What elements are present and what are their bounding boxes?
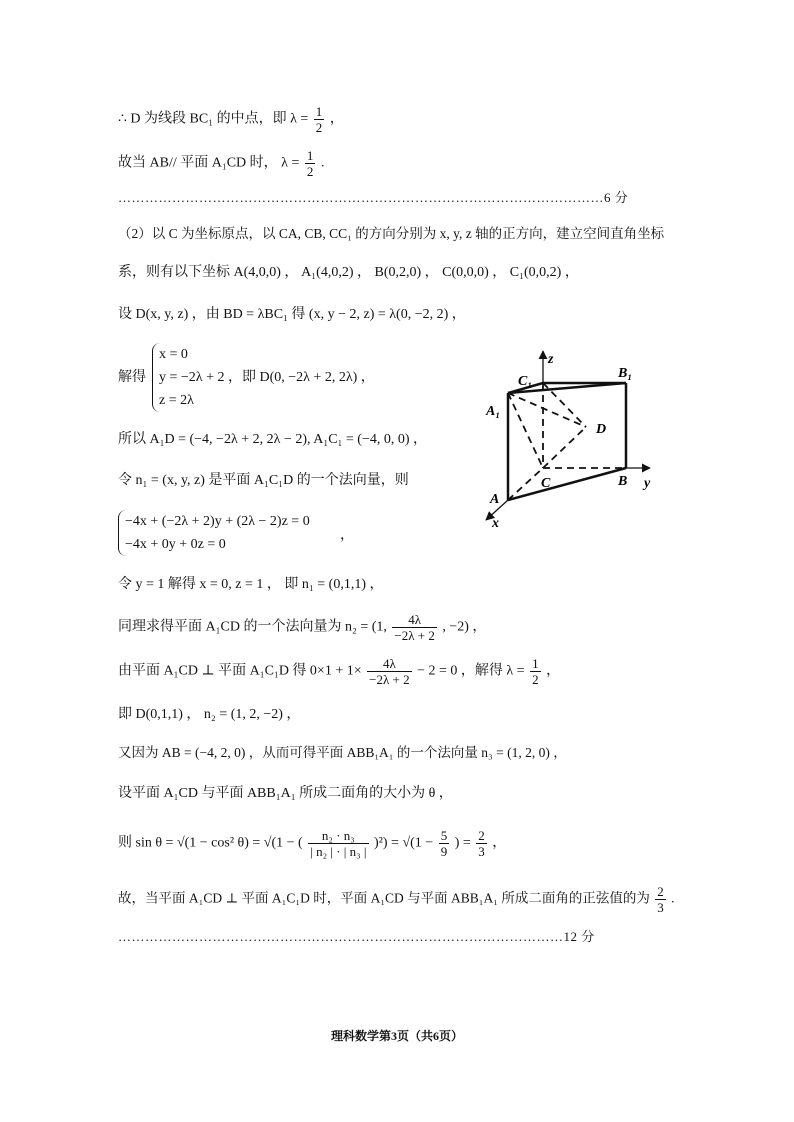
label-a1: A₁ <box>486 404 501 419</box>
page-footer: 理科数学第3页（共6页） <box>330 1029 463 1043</box>
label-b1: B₁ <box>618 366 633 381</box>
fraction: $\frac{2}{3}$ <box>657 884 664 915</box>
text-line-2: 故当 AB// 平面 A₁CD 时， λ = $\frac{1}{2}$ . <box>118 148 325 179</box>
text-line-13: 又因为 AB = (−4, 2, 0) ，从而可得平面 ABB₁A₁ 的一个法向量 n₃ = (1, 2, 0) ， <box>118 745 567 760</box>
label-x: x <box>492 516 499 530</box>
fraction: $\frac{1}{2}$ <box>306 148 314 179</box>
label-b: B <box>618 474 628 489</box>
prism-figure <box>478 345 658 530</box>
dot-leader: ……………………………………………………………………………………………… <box>118 190 604 205</box>
dashed-edges <box>508 383 626 500</box>
label-z: z <box>548 352 554 367</box>
fraction: $\frac{1}{2}$ <box>315 104 323 135</box>
label-d: D <box>596 422 607 437</box>
fraction: $\frac{5}{9}$ <box>440 828 448 859</box>
label-c1: C₁ <box>518 374 533 389</box>
label-a: A <box>490 492 500 507</box>
fraction: $\frac{4\lambda}{-2\lambda + 2}$ <box>369 656 410 687</box>
text-line-7: 所以 A₁D = (−4, −2λ + 2, 2λ − 2), A₁C₁ = (−4, 0, 0) ， <box>118 432 428 447</box>
text-line-10: 同理求得平面 A₁CD 的一个法向量为 n₂ = (1, $\frac{4\lambda}{-2\lambda + 2}$ , −2) ， <box>118 612 487 643</box>
text-line-14: 设平面 A₁CD 与平面 ABB₁A₁ 所成二面角的大小为 θ ， <box>118 786 453 801</box>
text-line-3: （2）以 C 为坐标原点，以 CA, CB, CC₁ 的方向分别为 x, y, z 轴的正方向，建立空间直角坐标 <box>118 226 665 241</box>
text-line-1: ∴ D 为线段 BC₁ 的中点，即 λ = $\frac{1}{2}$ ， <box>118 104 344 135</box>
solid-edges <box>508 383 626 500</box>
label-c: C <box>541 476 551 491</box>
label-y: y <box>644 476 651 491</box>
text-line-5: 设 D(x, y, z) ，由 BD = λBC₁ 得 (x, y − 2, z) = λ(0, −2, 2) ， <box>118 307 466 322</box>
text-line-4: 系，则有以下坐标 A(4,0,0) ， A₁(4,0,2) ， B(0,2,0) ， C(0,0,0) ， C₁(0,0,2) ， <box>118 265 579 280</box>
text-line-16: 故，当平面 A₁CD ⊥ 平面 A₁C₁D 时，平面 A₁CD 与平面 ABB₁A₁ 所成二面角的正弦值的为 $\frac{2}{3}$ . <box>118 884 675 915</box>
text-line-6-label: 解得 <box>118 370 146 385</box>
fraction: $\frac{2}{3}$ <box>478 828 485 859</box>
text-line-15: 则 sin θ = √(1 − cos² θ) = √(1 − ( $\frac{\text{n₂ · n₃}}{\text{| n₂ | · | n₃ |}}$ )²) = √(1 − $\frac{5}{9}$ ) = $\frac{2}{3}$ ， <box>118 828 507 859</box>
text-line-9: 令 y = 1 解得 x = 0, z = 1 ， 即 n₁ = (0,1,1) ， <box>118 577 384 592</box>
fraction: $\frac{\text{n₂ · n₃}}{\text{| n₂ | · | n₃ |}}$ <box>310 828 367 859</box>
text-line-12: 即 D(0,1,1) ， n₂ = (1, 2, −2) ， <box>118 707 301 722</box>
dot-leader: ……………………………………………………………………………………… <box>118 929 564 944</box>
fraction: $\frac{1}{2}$ <box>532 656 539 687</box>
text-line-11: 由平面 A₁CD ⊥ 平面 A₁C₁D 得 0×1 + 1× $\frac{4\lambda}{-2\lambda + 2}$ − 2 = 0 ，解得 λ = $\frac{1}{2}$ ， <box>118 656 561 687</box>
text-line-8: 令 n₁ = (x, y, z) 是平面 A₁C₁D 的一个法向量，则 <box>118 473 409 488</box>
equation-system-1: x = 0 y = −2λ + 2 ，即 D(0, −2λ + 2, 2λ) ， z = 2λ <box>152 343 375 412</box>
equation-system-2: −4x + (−2λ + 2)y + (2λ − 2)z = 0 −4x + 0y + 0z = 0 <box>118 510 310 556</box>
score-line-1: ………………………………………………………………………………………………6 分 <box>118 190 629 205</box>
fraction: $\frac{4\lambda}{-2\lambda + 2}$ <box>394 612 435 643</box>
system-2-tail: ， <box>340 528 354 543</box>
score-line-2: ………………………………………………………………………………………12 分 <box>118 929 595 944</box>
